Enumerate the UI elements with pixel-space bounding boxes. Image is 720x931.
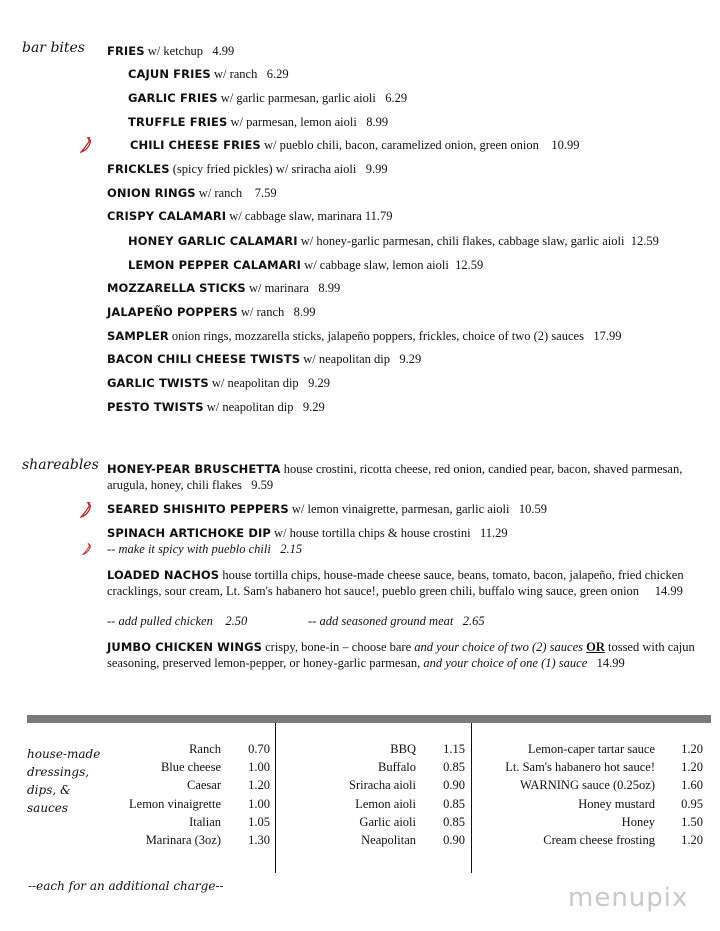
add-on-line: -- make it spicy with pueblo chili 2.15	[107, 542, 303, 556]
sauce-price: 1.60	[681, 778, 703, 793]
menu-item: LEMON PEPPER CALAMARI w/ cabbage slaw, lemon aioli 12.59	[128, 258, 484, 272]
sauce-name: Ranch	[189, 742, 221, 756]
sauce-price: 1.00	[248, 796, 270, 811]
sauce-name: Neapolitan	[361, 832, 416, 847]
add-on-line: -- add seasoned ground meat 2.65	[308, 614, 485, 628]
sauce-name: Cream cheese frosting	[543, 832, 655, 847]
sauce-name: Lemon aioli	[355, 796, 416, 811]
sauce-name: BBQ	[390, 742, 416, 756]
menu-item: PESTO TWISTS w/ neapolitan dip 9.29	[107, 400, 325, 414]
menu-item: TRUFFLE FRIES w/ parmesan, lemon aioli 8.99	[128, 115, 389, 129]
sauce-name: Caesar	[186, 778, 221, 793]
sauce-price: 0.95	[681, 796, 703, 811]
section-divider	[27, 715, 711, 723]
menu-item: CRISPY CALAMARI w/ cabbage slaw, marinara 11.79	[107, 209, 393, 223]
menu-item: JUMBO CHICKEN WINGS crispy, bone-in – choose bare and your choice of two (2) sauces OR tossed with cajun seasoning, preserved lemon-pepper, or honey-garlic parmesan, and your choice of one (1) sauce 14.99	[107, 640, 695, 670]
menu-item: HONEY-PEAR BRUSCHETTA house crostini, ricotta cheese, red onion, candied pear, bacon, shaved parmesan, arugula, honey, chili flakes 9.59	[107, 462, 683, 492]
footer-note: --each for an additional charge--	[28, 879, 224, 893]
watermark: menupix	[568, 883, 689, 913]
sauce-name: Lt. Sam's habanero hot sauce!	[505, 760, 655, 775]
sauce-price: 1.30	[248, 832, 270, 847]
menu-item: ONION RINGS w/ ranch 7.59	[107, 186, 277, 200]
sauce-name: Garlic aioli	[359, 814, 416, 829]
sauce-price: 0.90	[443, 778, 465, 793]
menu-item: FRIES w/ ketchup 4.99	[107, 44, 235, 58]
column-divider	[471, 723, 472, 873]
sauces-title: house-made dressings, dips, & sauces	[27, 747, 101, 815]
sauce-price: 1.00	[248, 760, 270, 775]
sauce-name: Buffalo	[378, 760, 416, 775]
sauce-price: 1.20	[681, 832, 703, 847]
sauce-price: 1.20	[248, 778, 270, 793]
sauce-column	[100, 742, 270, 851]
sauce-price: 1.20	[681, 742, 703, 756]
section-title-bar-bites: bar bites	[22, 40, 85, 56]
menu-item: SEARED SHISHITO PEPPERS w/ lemon vinaigrette, parmesan, garlic aioli 10.59	[107, 502, 547, 516]
menu-item: HONEY GARLIC CALAMARI w/ honey-garlic parmesan, chili flakes, cabbage slaw, garlic aioli 12.59	[128, 234, 659, 248]
sauce-price: 0.85	[443, 760, 465, 775]
sauce-name: Honey mustard	[578, 796, 655, 811]
section-title-shareables: shareables	[22, 457, 99, 473]
sauce-name: Honey	[621, 814, 655, 829]
sauce-name: Lemon-caper tartar sauce	[527, 742, 655, 756]
menu-item: SAMPLER onion rings, mozzarella sticks, jalapeño poppers, frickles, choice of two (2) sauces 17.99	[107, 329, 622, 343]
sauce-name: Lemon vinaigrette	[129, 796, 221, 811]
menu-item: BACON CHILI CHEESE TWISTS w/ neapolitan dip 9.29	[107, 352, 422, 366]
menu-item: FRICKLES (spicy fried pickles) w/ sriracha aioli 9.99	[107, 162, 388, 176]
sauce-name: Blue cheese	[160, 760, 221, 775]
sauce-name: WARNING sauce (0.25oz)	[519, 778, 655, 793]
sauce-column	[290, 742, 465, 851]
menu-item: SPINACH ARTICHOKE DIP w/ house tortilla chips & house crostini 11.29	[107, 526, 508, 540]
add-on-line: -- add pulled chicken 2.50	[107, 614, 248, 628]
menu-item: CAJUN FRIES w/ ranch 6.29	[128, 67, 289, 81]
menu-item: CHILI CHEESE FRIES w/ pueblo chili, bacon, caramelized onion, green onion 10.99	[130, 138, 580, 152]
sauce-price: 0.85	[443, 814, 465, 829]
chili-pepper-icon	[80, 137, 92, 153]
menu-item: LOADED NACHOS house tortilla chips, house-made cheese sauce, beans, tomato, bacon, jalapeño, fried chicken cracklings, sour cream, Lt. Sam's habanero hot sauce!, pueblo green chili, buffalo wing sauce, green onion 14.99	[107, 568, 684, 598]
menu-item: GARLIC FRIES w/ garlic parmesan, garlic aioli 6.29	[128, 91, 408, 105]
menu-item: MOZZARELLA STICKS w/ marinara 8.99	[107, 281, 341, 295]
sauce-price: 0.90	[443, 832, 465, 847]
sauce-name: Italian	[189, 814, 221, 829]
sauce-name: Sriracha aioli	[349, 778, 416, 793]
sauce-price: 1.05	[248, 814, 270, 829]
sauce-price: 0.85	[443, 796, 465, 811]
menu-item: GARLIC TWISTS w/ neapolitan dip 9.29	[107, 376, 330, 390]
menu-item: JALAPEÑO POPPERS w/ ranch 8.99	[107, 305, 316, 319]
chili-pepper-icon	[80, 502, 92, 518]
sauce-price: 1.15	[443, 742, 465, 756]
chili-pepper-icon	[82, 543, 92, 555]
sauce-price: 1.50	[681, 814, 703, 829]
sauce-price: 1.20	[681, 760, 703, 775]
sauce-price: 0.70	[248, 742, 270, 756]
column-divider	[275, 723, 276, 873]
sauce-column	[478, 742, 703, 851]
sauce-name: Marinara (3oz)	[145, 832, 221, 847]
